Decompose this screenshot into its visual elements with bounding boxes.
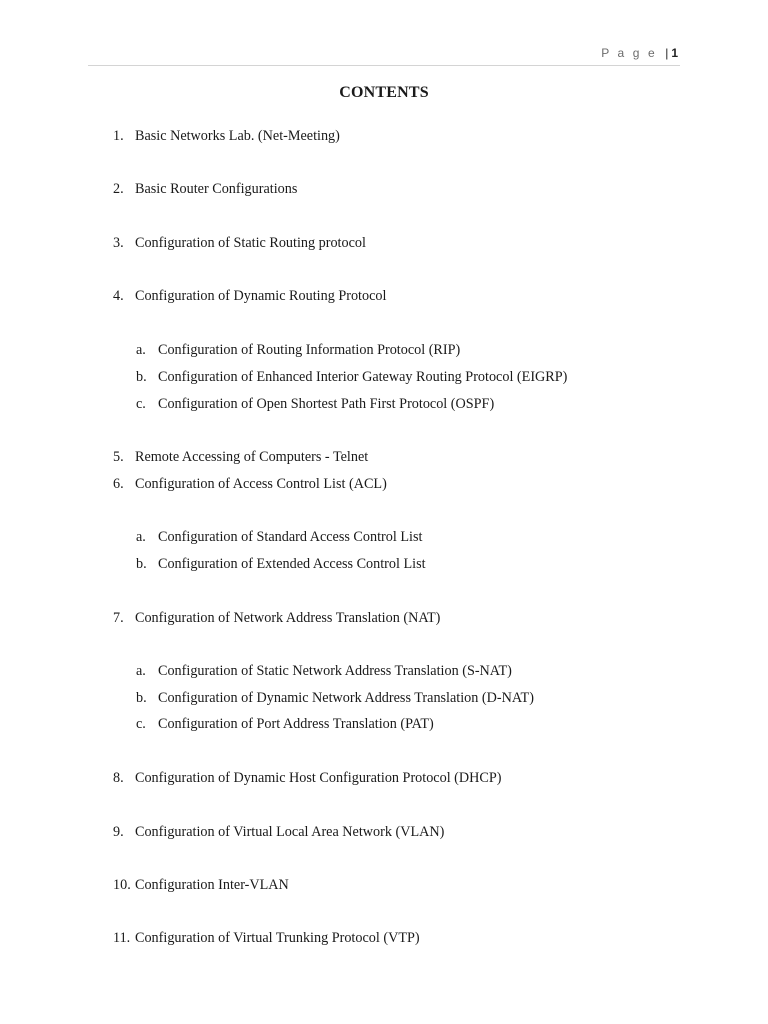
toc-subitem-letter: b. [136,369,147,385]
toc-item-1 [113,127,340,145]
toc-subitem-6a [136,528,422,546]
toc-item-text: Configuration of Network Address Translation (NAT) [135,610,441,626]
toc-item-8 [113,769,501,787]
page-number: 1 [671,46,678,60]
toc-subitem-letter: b. [136,556,147,572]
toc-subitem-7b [136,689,534,707]
toc-item-4 [113,287,386,305]
toc-subitem-letter: c. [136,396,146,412]
toc-item-text: Configuration Inter-VLAN [135,877,289,893]
toc-item-10 [113,876,289,894]
toc-item-text: Configuration of Dynamic Host Configuration Protocol (DHCP) [135,770,502,786]
toc-item-number: 5. [113,449,124,465]
toc-item-number: 7. [113,610,124,626]
toc-subitem-letter: a. [136,663,146,679]
toc-item-number: 1. [113,128,124,144]
toc-subitem-letter: a. [136,529,146,545]
page-word: P a g e [601,46,658,60]
page-header [601,46,678,60]
toc-item-text: Configuration of Access Control List (ACL) [135,476,387,492]
contents-title: CONTENTS [339,84,429,101]
toc-subitem-text: Configuration of Standard Access Control List [158,529,423,545]
toc-item-text: Basic Networks Lab. (Net-Meeting) [135,128,340,144]
toc-subitem-4b [136,368,567,386]
toc-item-number: 3. [113,235,124,251]
page-separator: | [665,46,669,60]
toc-subitem-text: Configuration of Port Address Translation (PAT) [158,716,434,732]
header-divider [88,65,680,66]
toc-item-7 [113,609,440,627]
toc-item-number: 2. [113,181,124,197]
toc-item-number: 6. [113,476,124,492]
toc-subitem-text: Configuration of Routing Information Protocol (RIP) [158,342,461,358]
toc-subitem-letter: a. [136,342,146,358]
toc-subitem-text: Configuration of Enhanced Interior Gateway Routing Protocol (EIGRP) [158,369,568,385]
toc-item-3 [113,234,366,252]
toc-item-text: Configuration of Dynamic Routing Protocol [135,288,387,304]
toc-subitem-7c [136,715,434,733]
toc-subitem-text: Configuration of Dynamic Network Address Translation (D-NAT) [158,690,534,706]
toc-item-text: Remote Accessing of Computers - Telnet [135,449,369,465]
toc-subitem-6b [136,555,426,573]
toc-item-number: 10. [113,877,131,893]
toc-item-2 [113,180,297,198]
toc-subitem-4c [136,395,494,413]
toc-item-9 [113,823,444,841]
toc-subitem-letter: b. [136,690,147,706]
toc-item-text: Configuration of Static Routing protocol [135,235,366,251]
toc-subitem-text: Configuration of Open Shortest Path First Protocol (OSPF) [158,396,495,412]
toc-item-11 [113,929,420,947]
toc-item-5 [113,448,368,466]
toc-item-text: Basic Router Configurations [135,181,298,197]
toc-subitem-letter: c. [136,716,146,732]
toc-subitem-4a [136,341,460,359]
toc-item-number: 11. [113,930,131,946]
toc-subitem-text: Configuration of Static Network Address Translation (S-NAT) [158,663,512,679]
toc-subitem-text: Configuration of Extended Access Control List [158,556,426,572]
toc-item-text: Configuration of Virtual Trunking Protocol (VTP) [135,930,420,946]
toc-item-number: 9. [113,824,124,840]
toc-subitem-7a [136,662,512,680]
toc-item-number: 8. [113,770,124,786]
toc-item-number: 4. [113,288,124,304]
toc-item-text: Configuration of Virtual Local Area Network (VLAN) [135,824,445,840]
toc-item-6 [113,475,387,493]
